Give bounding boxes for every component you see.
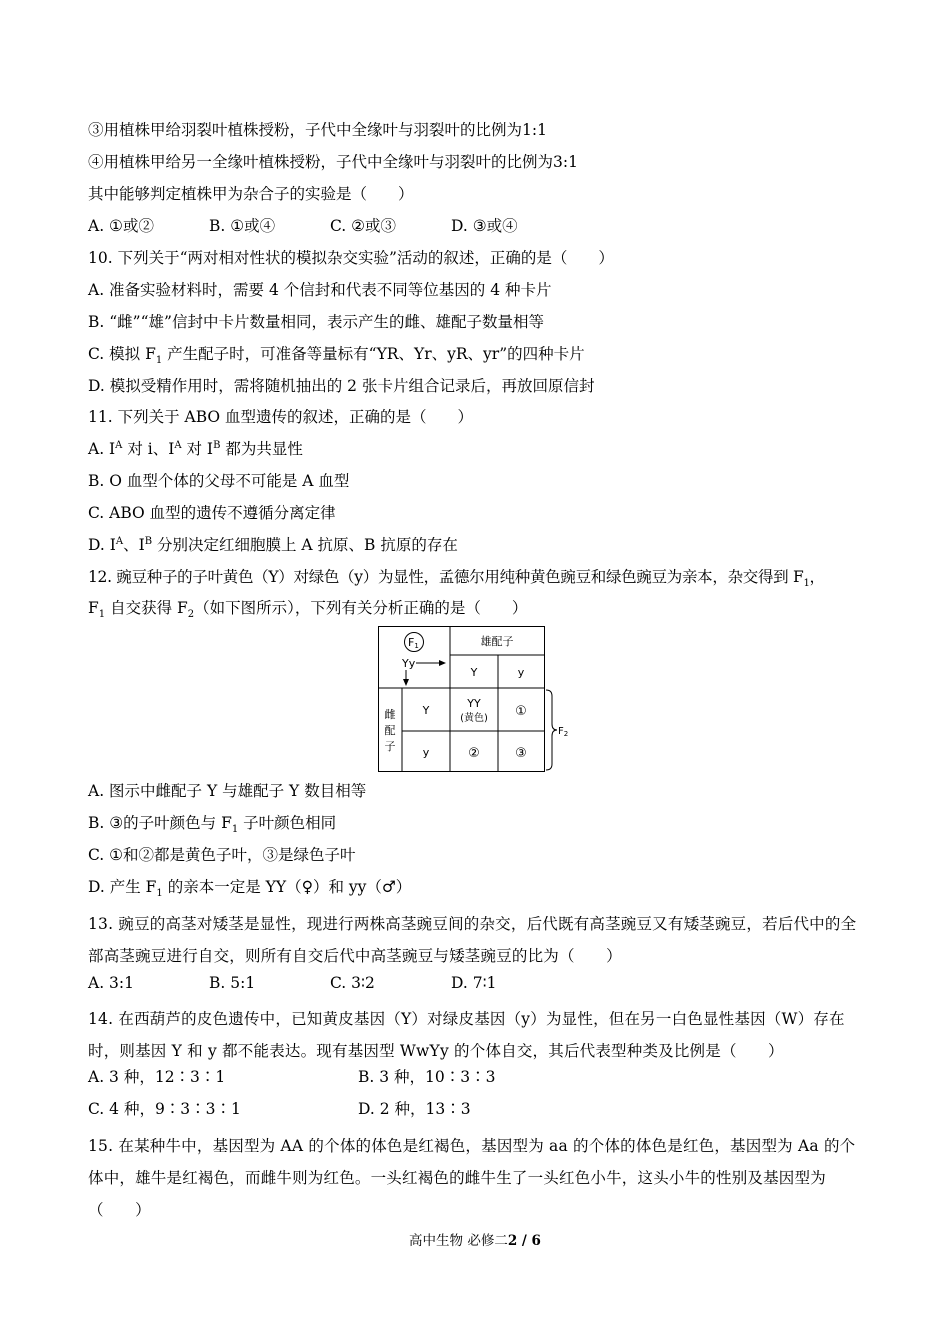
q10-choice-a: A. 准备实验材料时，需要 4 个信封和代表不同等位基因的 4 种卡片: [88, 281, 552, 299]
q13-choice-c: C. 3∶2: [330, 974, 375, 992]
q11-choice-b: B. O 血型个体的父母不可能是 A 血型: [88, 472, 350, 490]
female-gamete-y: y: [422, 746, 430, 759]
q12-choice-d: D. 产生 $F_1$ 的亲本一定是 YY（♀）和 yy（♂）: [88, 878, 412, 900]
q10-stem: 10. 下列关于“两对相对性状的模拟杂交实验”活动的叙述，正确的是（ ）: [88, 249, 614, 267]
q9-choice-a: A. ①或②: [88, 217, 154, 235]
q12-choice-b: B. ③的子叶颜色与 $F_1$ 子叶颜色相同: [88, 814, 337, 836]
footer-title: 高中生物 必修二: [409, 1233, 508, 1249]
q12-choice-c: C. ①和②都是黄色子叶，③是绿色子叶: [88, 846, 356, 864]
q10-choice-d: D. 模拟受精作用时，需将随机抽出的 2 张卡片组合记录后，再放回原信封: [88, 377, 595, 395]
f2-label: $F_2$: [558, 726, 569, 738]
parent-genotype: Yy: [402, 657, 416, 670]
cell-2: ②: [468, 746, 480, 761]
q10-choice-b: B. “雌”“雄”信封中卡片数量相同，表示产生的雌、雄配子数量相等: [88, 313, 544, 331]
q14-choice-c: C. 4 种，9∶3∶3∶1: [88, 1100, 241, 1118]
punnett-square-figure: [378, 626, 576, 774]
female-gamete-char-3: 子: [384, 740, 396, 753]
q13-choices: [88, 972, 868, 994]
q9-choice-c: C. ②或③: [330, 217, 397, 235]
cell-YY-note: (黄色): [460, 713, 488, 724]
cell-YY: YY: [467, 697, 481, 710]
punnett-square-svg: [378, 626, 576, 774]
male-gamete-y: y: [517, 666, 525, 679]
q9-option-4: ④用植株甲给另一全缘叶植株授粉，子代中全缘叶与羽裂叶的比例为3:1: [88, 153, 578, 171]
q9-option-3: ③用植株甲给羽裂叶植株授粉，子代中全缘叶与羽裂叶的比例为1:1: [88, 121, 547, 139]
q9-choices: [88, 215, 868, 237]
q9-prompt: 其中能够判定植株甲为杂合子的实验是（ ）: [88, 185, 414, 203]
q11-stem: 11. 下列关于 ABO 血型遗传的叙述，正确的是（ ）: [88, 408, 474, 426]
arrow-right-icon: [439, 660, 446, 666]
arrow-down-icon: [403, 679, 409, 686]
page-number: 2 / 6: [507, 1233, 541, 1249]
q9-choice-d: D. ③或④: [451, 217, 518, 235]
q14-choices-row1: [88, 1066, 868, 1088]
page-footer: [0, 1229, 950, 1249]
q12-choice-a: A. 图示中雌配子 Y 与雄配子 Y 数目相等: [88, 782, 367, 800]
male-gamete-header: 雄配子: [480, 635, 514, 648]
q14-choice-d: D. 2 种，13∶3: [358, 1100, 471, 1118]
q14-choice-a: A. 3 种，12∶3∶1: [88, 1068, 226, 1086]
male-gamete-Y: Y: [470, 666, 478, 679]
cell-3: ③: [515, 746, 527, 761]
female-gamete-char-2: 配: [384, 724, 396, 737]
q11-choice-d: D. $I^A$、$I^B$ 分别决定红细胞膜上 A 抗原、B 抗原的存在: [88, 535, 458, 554]
female-gamete-char-1: 雌: [384, 708, 396, 721]
q11-choice-a: A. $I^A$ 对 i、$I^A$ 对 $I^B$ 都为共显性: [88, 439, 303, 458]
q14-choice-b: B. 3 种，10∶3∶3: [358, 1068, 496, 1086]
q14-choices-row2: [88, 1098, 868, 1120]
q14-stem: 14. 在西葫芦的皮色遗传中，已知黄皮基因（Y）对绿皮基因（y）为显性，但在另一白色显性基因（W）存在时，则基因 Y 和 y 都不能表达。现有基因型 WwYy 的个体自交，其后代表型种类及比例是（ ）: [88, 1010, 845, 1060]
q12-stem-line2: $F_1$ 自交获得 $F_2$（如下图所示），下列有关分析正确的是（ ）: [88, 599, 528, 621]
cell-1: ①: [515, 704, 527, 719]
f1-label: F1: [408, 636, 419, 650]
q11-choice-c: C. ABO 血型的遗传不遵循分离定律: [88, 504, 336, 522]
q9-choice-b: B. ①或④: [209, 217, 276, 235]
f2-brace: [546, 690, 557, 770]
q13-choice-b: B. 5:1: [209, 974, 256, 992]
q15-stem: 15. 在某种牛中，基因型为 AA 的个体的体色是红褐色，基因型为 aa 的个体的体色是红色，基因型为 Aa 的个体中，雄牛是红褐色，而雌牛则为红色。一头红褐色的雌牛生了一头红色小牛，这头小牛的性别及基因型为（ ）: [88, 1137, 856, 1219]
q10-choice-c: C. 模拟 $F_1$ 产生配子时，可准备等量标有“YR、Yr、yR、yr”的四种卡片: [88, 345, 585, 367]
q12-stem-line1: 12. 豌豆种子的子叶黄色（Y）对绿色（y）为显性，孟德尔用纯种黄色豌豆和绿色豌豆为亲本，杂交得到 $F_1$，: [88, 568, 825, 590]
female-gamete-Y: Y: [422, 704, 430, 717]
q13-choice-d: D. 7∶1: [451, 974, 497, 992]
q13-stem: 13. 豌豆的高茎对矮茎是显性，现进行两株高茎豌豆间的杂交，后代既有高茎豌豆又有矮茎豌豆，若后代中的全部高茎豌豆进行自交，则所有自交后代中高茎豌豆与矮茎豌豆的比为（ ）: [88, 915, 857, 965]
q13-choice-a: A. 3:1: [88, 974, 134, 992]
